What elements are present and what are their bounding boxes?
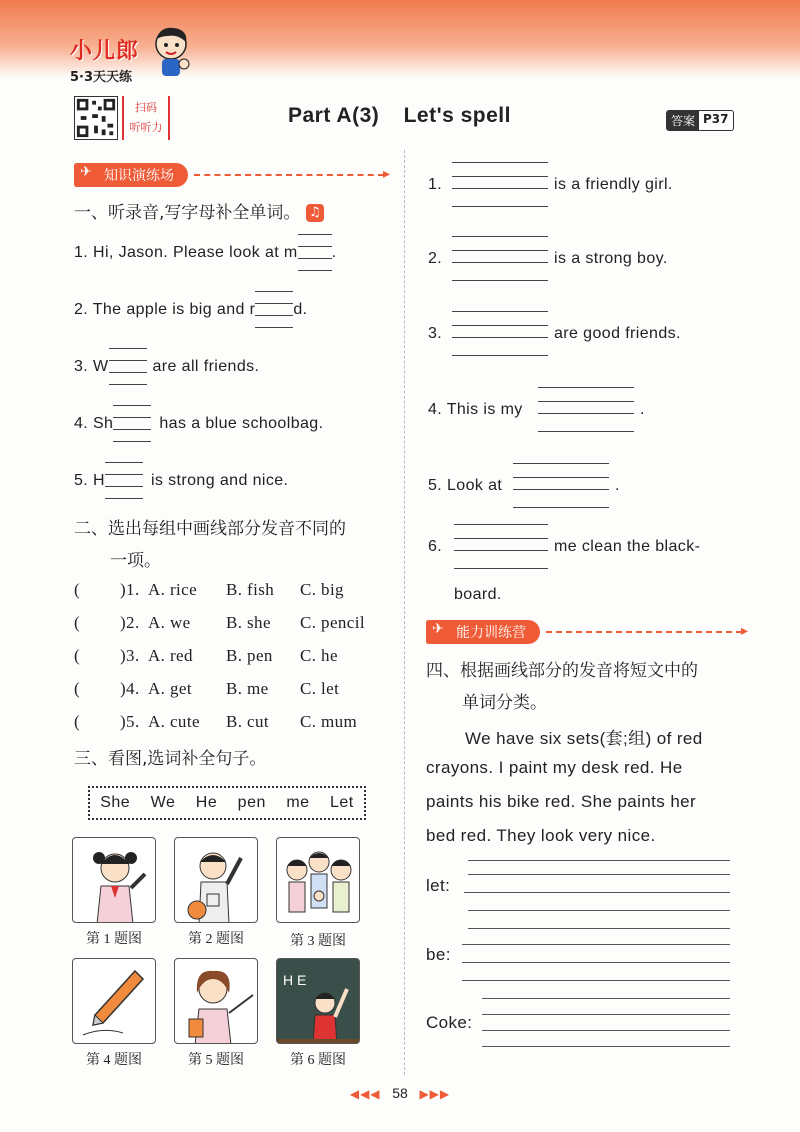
section-banner-label (74, 163, 188, 187)
section-banner-text: 知识演练场 (104, 168, 174, 184)
writing-line[interactable] (468, 928, 730, 929)
right-item-number: 2. (428, 250, 443, 267)
mascot-icon (148, 24, 194, 78)
answer-paren[interactable]: ( (74, 679, 81, 698)
q1-item-text-end: is strong and nice. (150, 472, 289, 489)
qr-label (122, 96, 170, 140)
q1-item-text-end: has a blue schoolbag. (159, 415, 324, 432)
blank-line (538, 401, 634, 402)
next-arrows-icon: ▶▶▶ (419, 1087, 451, 1101)
writing-line[interactable] (464, 892, 730, 893)
answer-blank[interactable] (109, 356, 147, 376)
writing-line[interactable] (482, 1030, 730, 1031)
q2-option: A. we (148, 613, 191, 632)
answer-blank[interactable] (538, 387, 634, 435)
word-bank-item: He (195, 794, 218, 811)
blank-line (513, 477, 609, 478)
blank-line (452, 206, 548, 207)
picture-girl-teacher (174, 958, 258, 1044)
category-label-be: be: (426, 945, 451, 964)
q2-option: C. big (300, 580, 344, 599)
q2-item (74, 646, 380, 666)
answer-blank[interactable] (113, 413, 151, 433)
q2-option: B. fish (226, 580, 275, 599)
right-item-text: . (640, 401, 645, 418)
writing-line[interactable] (468, 910, 730, 911)
right-item-text: is a strong boy. (554, 250, 668, 267)
blank-line (452, 162, 548, 163)
blank-line (454, 538, 548, 539)
q1-heading-text: 一、听录音,写字母补全单词。 (74, 203, 301, 223)
word-bank-item: me (286, 794, 310, 811)
right-item-number: 3. (428, 325, 443, 342)
answer-blank[interactable] (513, 463, 609, 511)
blank-line (454, 524, 548, 525)
right-item-number: 5. Look at (428, 477, 503, 494)
page-number (0, 1085, 800, 1101)
qr-label-line1: 扫码 (135, 101, 157, 114)
q2-item (74, 580, 380, 600)
q1-item (74, 356, 259, 376)
prev-arrows-icon: ◀◀◀ (349, 1087, 381, 1101)
q2-option: A. cute (148, 712, 200, 731)
q2-number: )1. (120, 580, 140, 599)
picture-pen (72, 958, 156, 1044)
q2-number: )4. (120, 679, 140, 698)
title-name: Let's spell (403, 104, 511, 127)
blank-line (513, 463, 609, 464)
q2-item (74, 679, 380, 699)
category-label-coke: Coke: (426, 1013, 473, 1032)
word-bank-item: She (100, 794, 131, 811)
picture-caption: 第 2 题图 (188, 932, 244, 947)
right-item-number: 6. (428, 538, 443, 555)
writing-line[interactable] (468, 860, 730, 861)
answer-blank[interactable] (454, 524, 548, 572)
q1-item-text-end: . (331, 244, 337, 261)
answer-paren[interactable]: ( (74, 646, 81, 665)
blank-line (452, 262, 548, 263)
blank-line (452, 250, 548, 251)
q2-item (74, 613, 380, 633)
q1-item (74, 413, 323, 433)
running-icon: ✈ (80, 164, 92, 180)
q1-item-text: 3. W (74, 358, 109, 375)
blank-line (452, 311, 548, 312)
picture-boy-basketball (174, 837, 258, 923)
blank-line (452, 325, 548, 326)
q2-option: B. cut (226, 712, 270, 731)
passage-line: crayons. I paint my desk red. He (426, 758, 683, 777)
answer-blank[interactable] (452, 162, 548, 210)
answer-blank[interactable] (452, 236, 548, 284)
picture-caption: 第 3 题图 (290, 934, 346, 949)
blank-line (452, 176, 548, 177)
q2-option: B. pen (226, 646, 273, 665)
word-bank-item: Let (329, 794, 354, 811)
blank-line (454, 568, 548, 569)
answer-blank[interactable] (452, 311, 548, 359)
q2-option: A. rice (148, 580, 198, 599)
word-bank (88, 786, 366, 820)
right-item (428, 250, 442, 268)
blank-line (538, 413, 634, 414)
right-item-text: are good friends. (554, 325, 681, 342)
picture-caption: 第 4 题图 (86, 1053, 142, 1068)
right-item-text: . (615, 477, 620, 494)
right-item (428, 176, 442, 194)
page-title (288, 104, 529, 128)
picture-three-friends (276, 837, 360, 923)
blank-line (452, 236, 548, 237)
q2-number: )5. (120, 712, 140, 731)
q1-item-text: 4. Sh (74, 415, 114, 432)
q2-option: C. mum (300, 712, 358, 731)
svg-text:H E: H E (283, 972, 307, 988)
right-item (428, 538, 442, 556)
answer-blank[interactable] (255, 299, 293, 319)
answer-blank[interactable] (298, 242, 332, 262)
q2-option: C. he (300, 646, 338, 665)
right-item-number: 1. (428, 176, 443, 193)
right-item-continuation: board. (454, 586, 502, 603)
answer-blank[interactable] (105, 470, 143, 490)
q1-item (74, 242, 337, 262)
q1-item-text: 2. The apple is big and r (74, 301, 256, 318)
q2-number: )3. (120, 646, 140, 665)
qr-code-icon[interactable] (74, 96, 118, 140)
writing-line[interactable] (462, 962, 730, 963)
q2-option: C. pencil (300, 613, 365, 632)
right-item-text: is a friendly girl. (554, 176, 673, 193)
answer-label: 答案 (667, 111, 699, 130)
brand-title: 小儿郎 (70, 39, 140, 64)
passage-line: bed red. They look very nice. (426, 826, 656, 845)
writing-line[interactable] (468, 874, 730, 875)
answer-paren[interactable]: ( (74, 613, 81, 632)
word-bank-item: We (150, 794, 176, 811)
q2-option: B. me (226, 679, 269, 698)
blank-line (452, 355, 548, 356)
q4-heading-cont: 单词分类。 (462, 693, 547, 713)
answer-paren[interactable]: ( (74, 580, 81, 599)
q2-option: C. let (300, 679, 340, 698)
writing-line[interactable] (462, 980, 730, 981)
blank-line (452, 337, 548, 338)
answer-paren[interactable]: ( (74, 712, 81, 731)
title-part: Part A(3) (288, 104, 380, 127)
q3-heading: 三、看图,选词补全句子。 (74, 749, 267, 769)
writing-line[interactable] (482, 1014, 730, 1015)
picture-caption: 第 5 题图 (188, 1053, 244, 1068)
q4-heading: 四、根据画线部分的发音将短文中的 (426, 661, 698, 681)
brand-logo (70, 34, 139, 85)
right-item (428, 477, 502, 495)
picture-blackboard (276, 958, 360, 1044)
q1-heading (74, 198, 324, 223)
answer-ref-badge[interactable] (666, 110, 734, 131)
q2-option: A. red (148, 646, 193, 665)
blank-line (538, 431, 634, 432)
page-number-text: 58 (392, 1085, 408, 1101)
right-item-number: 4. This is my (428, 401, 523, 418)
q2-item (74, 712, 380, 732)
word-bank-item: pen (237, 794, 266, 811)
blank-line (452, 188, 548, 189)
passage-line: paints his bike red. She paints her (426, 792, 697, 811)
q1-item (74, 299, 308, 319)
answer-page: P37 (703, 112, 729, 126)
q2-heading: 二、选出每组中画线部分发音不同的 (74, 519, 346, 539)
q2-number: )2. (120, 613, 140, 632)
column-divider (404, 150, 405, 1075)
category-label-let: let: (426, 876, 451, 895)
q2-option: B. she (226, 613, 271, 632)
q1-item-text-end: d. (293, 301, 308, 318)
q1-item-text: 1. Hi, Jason. Please look at m (74, 244, 298, 261)
blank-line (538, 387, 634, 388)
right-item (428, 401, 523, 419)
dashed-arrow (194, 174, 384, 176)
picture-caption: 第 6 题图 (290, 1053, 346, 1068)
qr-label-line2: 听听力 (129, 121, 163, 134)
running-icon: ✈ (432, 621, 444, 637)
right-item-text: me clean the black- (554, 538, 701, 555)
q2-option: A. get (148, 679, 192, 698)
blank-line (513, 507, 609, 508)
q1-item (74, 470, 288, 490)
picture-caption: 第 1 题图 (86, 932, 142, 947)
q1-item-text: 5. H (74, 472, 105, 489)
section-banner-practice (74, 163, 384, 187)
writing-line[interactable] (462, 944, 730, 945)
picture-girl-waving (72, 837, 156, 923)
right-item (428, 325, 442, 343)
blank-line (452, 280, 548, 281)
section-banner-ability (426, 620, 742, 644)
blank-line (513, 489, 609, 490)
passage-line: We have six sets(套;组) of red (465, 729, 703, 748)
section-banner-text: 能力训练营 (456, 625, 526, 641)
q1-item-text-end: are all friends. (152, 358, 260, 375)
blank-line (454, 550, 548, 551)
section-banner-label (426, 620, 540, 644)
writing-line[interactable] (482, 998, 730, 999)
dashed-arrow (546, 631, 742, 633)
writing-line[interactable] (482, 1046, 730, 1047)
q2-heading-cont: 一项。 (110, 551, 161, 571)
headphones-icon[interactable]: ♫ (306, 204, 324, 222)
brand-subtitle: 5·3天天练 (70, 70, 133, 85)
